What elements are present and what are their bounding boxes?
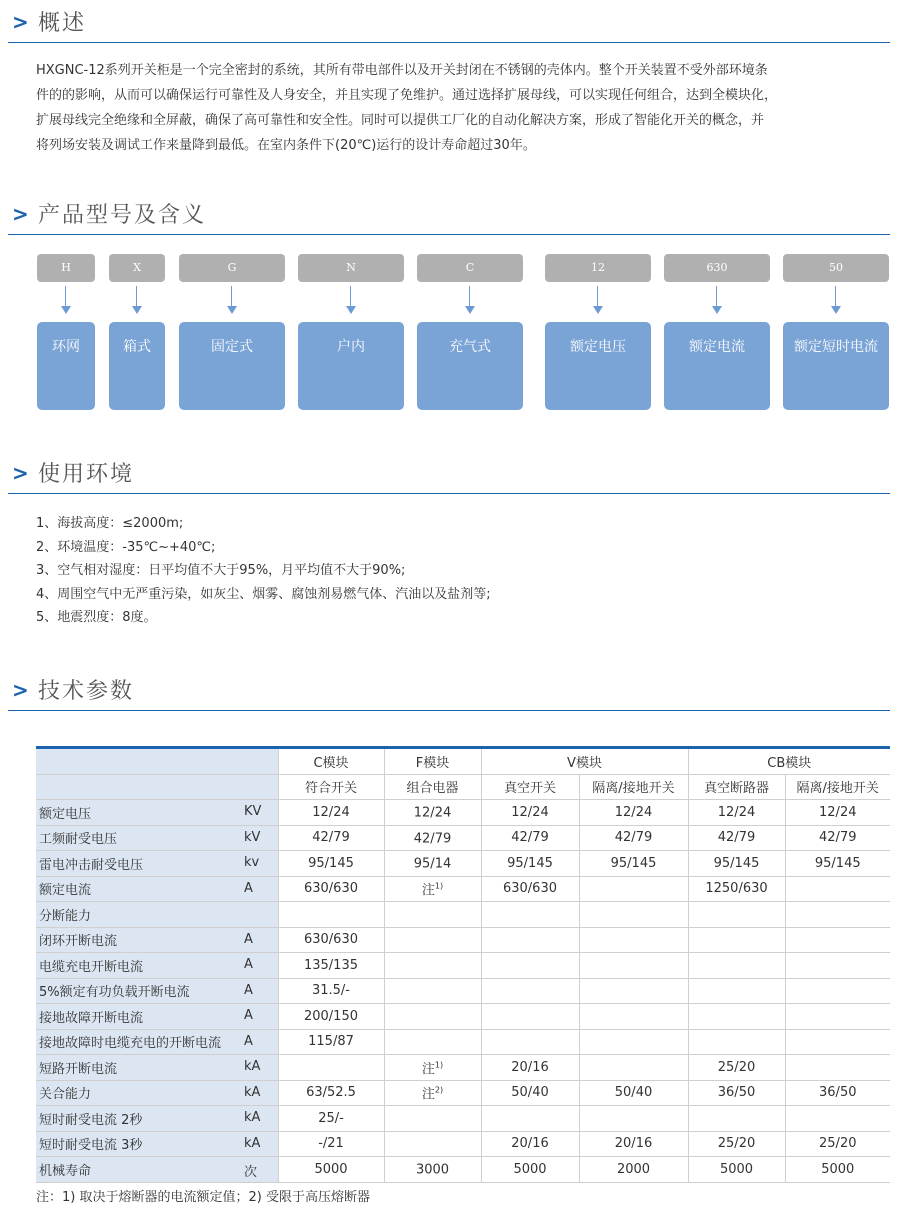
table-header-row bbox=[36, 748, 890, 775]
param-unit: A bbox=[244, 880, 253, 896]
value-cell bbox=[579, 1055, 688, 1081]
table-row bbox=[36, 953, 890, 979]
value-cell bbox=[481, 902, 579, 928]
cell-value: 95/145 bbox=[814, 855, 861, 871]
cell-value: 5000 bbox=[719, 1161, 754, 1177]
param-name: 工频耐受电压 bbox=[39, 832, 118, 848]
value-cell bbox=[688, 825, 785, 851]
value-cell bbox=[384, 876, 481, 902]
model-meaning-box: 箱式 bbox=[109, 322, 165, 410]
overview-paragraph bbox=[36, 58, 891, 158]
arrow-down-icon bbox=[465, 286, 475, 316]
cell-value: 2000 bbox=[616, 1161, 651, 1177]
value-cell bbox=[688, 978, 785, 1004]
cell-value: 12/24 bbox=[819, 804, 857, 820]
module-header: V模块 bbox=[481, 748, 688, 775]
overview-line: 将列场安装及调试工作来量降到最低。在室内条件下(20℃)运行的设计寿命超过30年。 bbox=[36, 138, 536, 153]
model-code: 50 bbox=[783, 254, 889, 282]
table-row bbox=[36, 1004, 890, 1030]
param-name: 额定电流 bbox=[39, 883, 92, 899]
value-cell bbox=[579, 1029, 688, 1055]
cell-value: 135/135 bbox=[303, 957, 358, 973]
value-cell bbox=[579, 978, 688, 1004]
value-cell bbox=[278, 876, 384, 902]
param-unit: kA bbox=[244, 1135, 261, 1151]
model-meaning-box: 环网 bbox=[37, 322, 95, 410]
module-header: F模块 bbox=[384, 748, 481, 775]
value-cell bbox=[579, 851, 688, 877]
value-cell bbox=[384, 978, 481, 1004]
table-subheader-row bbox=[36, 774, 890, 800]
value-cell bbox=[688, 1131, 785, 1157]
param-name-cell bbox=[36, 1004, 278, 1030]
section-title: 使用环境 bbox=[38, 462, 135, 487]
value-cell bbox=[481, 978, 579, 1004]
section-title: 概述 bbox=[38, 11, 87, 36]
sub-header: 符合开关 bbox=[278, 774, 384, 800]
footnote-mark: 2) bbox=[434, 1085, 444, 1095]
value-cell bbox=[785, 1029, 890, 1055]
sub-header: 组合电器 bbox=[384, 774, 481, 800]
table-row bbox=[36, 825, 890, 851]
value-cell bbox=[688, 953, 785, 979]
model-meaning-box: 固定式 bbox=[179, 322, 285, 410]
cell-value: 25/20 bbox=[717, 1136, 756, 1152]
section-title: 技术参数 bbox=[38, 679, 135, 704]
value-cell bbox=[481, 953, 579, 979]
param-name: 短时耐受电流 2秒 bbox=[39, 1112, 143, 1128]
value-cell bbox=[384, 825, 481, 851]
env-item: 2、环境温度：-35℃~+40℃; bbox=[36, 539, 216, 555]
arrow-down-icon bbox=[61, 286, 71, 316]
cell-value: 31.5/- bbox=[311, 983, 351, 999]
cell-value: 42/79 bbox=[312, 830, 350, 846]
param-unit: A bbox=[244, 1033, 253, 1049]
cell-value: 20/16 bbox=[511, 1059, 549, 1075]
param-name-cell bbox=[36, 1055, 278, 1081]
cell-value: 95/145 bbox=[308, 855, 354, 871]
value-cell bbox=[785, 851, 890, 877]
model-code: 630 bbox=[664, 254, 770, 282]
param-name: 5%额定有功负载开断电流 bbox=[39, 985, 190, 1001]
chevron-right-icon: > bbox=[12, 10, 29, 34]
cell-value: 95/14 bbox=[413, 856, 452, 872]
value-cell bbox=[785, 1131, 890, 1157]
chevron-right-icon: > bbox=[12, 461, 29, 485]
module-header: CB模块 bbox=[688, 748, 890, 775]
value-cell bbox=[785, 1055, 890, 1081]
corner-cell bbox=[36, 774, 278, 800]
param-name-cell bbox=[36, 1106, 278, 1132]
value-cell bbox=[481, 1080, 579, 1106]
value-cell bbox=[384, 800, 481, 826]
value-cell bbox=[785, 978, 890, 1004]
section-header-tech bbox=[8, 674, 890, 711]
param-name: 短时耐受电流 3秒 bbox=[39, 1138, 143, 1154]
spec-table bbox=[36, 746, 890, 1183]
param-name: 分断能力 bbox=[39, 908, 92, 924]
model-meaning-box: 充气式 bbox=[417, 322, 523, 410]
cell-value: 95/145 bbox=[507, 855, 553, 871]
param-unit: A bbox=[244, 1008, 253, 1023]
param-name-cell bbox=[36, 927, 278, 953]
value-cell bbox=[278, 1131, 384, 1157]
arrow-down-icon bbox=[346, 286, 356, 316]
value-cell bbox=[384, 953, 481, 979]
cell-value: -/21 bbox=[318, 1136, 344, 1152]
cell-value: 200/150 bbox=[303, 1008, 358, 1024]
sub-header: 隔离/接地开关 bbox=[785, 774, 890, 800]
cell-value: 12/24 bbox=[312, 804, 350, 820]
param-unit: kV bbox=[244, 829, 261, 845]
env-item: 4、周围空气中无严重污染，如灰尘、烟雾、腐蚀剂易燃气体、汽油以及盐剂等; bbox=[36, 586, 491, 602]
table-row bbox=[36, 902, 890, 928]
param-name: 接地故障开断电流 bbox=[39, 1010, 144, 1026]
value-cell bbox=[278, 978, 384, 1004]
value-cell bbox=[785, 1157, 890, 1183]
value-cell bbox=[481, 1029, 579, 1055]
value-cell bbox=[785, 1080, 890, 1106]
value-cell bbox=[688, 1004, 785, 1030]
value-cell bbox=[688, 876, 785, 902]
cell-value: 42/79 bbox=[717, 830, 756, 846]
model-meaning-box: 额定电压 bbox=[545, 322, 651, 410]
param-name-cell bbox=[36, 953, 278, 979]
cell-value: 20/16 bbox=[511, 1136, 549, 1152]
value-cell bbox=[278, 902, 384, 928]
param-name: 闭环开断电流 bbox=[39, 934, 118, 950]
model-code: H bbox=[37, 254, 95, 282]
arrow-down-icon bbox=[593, 286, 603, 316]
cell-value: 12/24 bbox=[511, 804, 549, 820]
value-cell bbox=[481, 927, 579, 953]
param-name-cell bbox=[36, 1029, 278, 1055]
value-cell bbox=[481, 800, 579, 826]
param-unit: 次 bbox=[244, 1165, 258, 1180]
cell-value: 42/79 bbox=[614, 830, 653, 846]
param-name: 雷电冲击耐受电压 bbox=[39, 857, 144, 873]
table-row bbox=[36, 1055, 890, 1081]
value-cell bbox=[579, 953, 688, 979]
cell-value: 20/16 bbox=[614, 1136, 653, 1152]
value-cell bbox=[579, 825, 688, 851]
model-meaning-box: 户内 bbox=[298, 322, 404, 410]
param-name-cell bbox=[36, 800, 278, 826]
param-unit: kv bbox=[244, 855, 260, 870]
value-cell bbox=[384, 1004, 481, 1030]
value-cell bbox=[278, 800, 384, 826]
table-row bbox=[36, 1029, 890, 1055]
model-code: 12 bbox=[545, 254, 651, 282]
value-cell bbox=[688, 1029, 785, 1055]
table-row bbox=[36, 876, 890, 902]
value-cell bbox=[785, 1106, 890, 1132]
value-cell bbox=[481, 1106, 579, 1132]
cell-value: 3000 bbox=[415, 1162, 450, 1178]
cell-value: 注 bbox=[421, 883, 435, 899]
value-cell bbox=[688, 1157, 785, 1183]
cell-value: 12/24 bbox=[614, 804, 653, 820]
value-cell bbox=[688, 800, 785, 826]
param-unit: kA bbox=[244, 1059, 261, 1074]
cell-value: 50/40 bbox=[614, 1085, 653, 1101]
cell-value: 42/79 bbox=[511, 830, 549, 846]
chevron-right-icon: > bbox=[12, 678, 29, 702]
param-name: 机械寿命 bbox=[39, 1163, 92, 1179]
param-name-cell bbox=[36, 851, 278, 877]
value-cell bbox=[278, 825, 384, 851]
param-unit: kA bbox=[244, 1110, 261, 1125]
sub-header: 隔离/接地开关 bbox=[579, 774, 688, 800]
corner-cell bbox=[36, 748, 278, 775]
value-cell bbox=[688, 1106, 785, 1132]
value-cell bbox=[384, 902, 481, 928]
value-cell bbox=[278, 1157, 384, 1183]
cell-value: 42/79 bbox=[413, 830, 452, 846]
value-cell bbox=[688, 851, 785, 877]
overview-line: 扩展母线完全绝缘和全屏蔽，确保了高可靠性和安全性。同时可以提供工厂化的自动化解决方案，形成了智能化开关的概念，并 bbox=[36, 113, 765, 128]
cell-value: 42/79 bbox=[819, 830, 857, 846]
env-item: 5、地震烈度：8度。 bbox=[36, 610, 157, 625]
model-code: C bbox=[417, 254, 523, 282]
value-cell bbox=[688, 902, 785, 928]
arrow-down-icon bbox=[227, 286, 237, 316]
param-name-cell bbox=[36, 1080, 278, 1106]
env-item: 1、海拔高度：≤2000m; bbox=[36, 516, 184, 531]
env-item: 3、空气相对湿度：日平均值不大于95%，月平均值不大于90%; bbox=[36, 563, 406, 578]
footnote-mark: 1) bbox=[434, 881, 444, 891]
cell-value: 注 bbox=[421, 1061, 435, 1077]
overview-line: 件的的影响，从而可以确保运行可靠性及人身安全，并且实现了免维护。通过选择扩展母线，可以实现任何组合，达到全模块化， bbox=[36, 88, 778, 103]
cell-value: 630/630 bbox=[303, 932, 358, 948]
value-cell bbox=[278, 1004, 384, 1030]
cell-value: 12/24 bbox=[717, 804, 756, 820]
cell-value: 95/145 bbox=[610, 855, 657, 871]
param-name: 接地故障时电缆充电的开断电流 bbox=[39, 1036, 222, 1052]
arrow-down-icon bbox=[712, 286, 722, 316]
param-name-cell bbox=[36, 1157, 278, 1183]
table-row bbox=[36, 1131, 890, 1157]
cell-value: 36/50 bbox=[717, 1085, 756, 1101]
table-row bbox=[36, 978, 890, 1004]
param-unit: KV bbox=[244, 804, 262, 819]
env-list bbox=[36, 512, 491, 630]
cell-value: 25/- bbox=[318, 1110, 344, 1126]
section-title: 产品型号及含义 bbox=[38, 203, 207, 228]
param-name: 电缆充电开断电流 bbox=[39, 959, 144, 975]
value-cell bbox=[785, 902, 890, 928]
value-cell bbox=[579, 800, 688, 826]
param-unit: A bbox=[244, 931, 253, 947]
value-cell bbox=[278, 953, 384, 979]
module-header: C模块 bbox=[278, 748, 384, 775]
table-row bbox=[36, 1080, 890, 1106]
value-cell bbox=[481, 1004, 579, 1030]
value-cell bbox=[785, 876, 890, 902]
table-row bbox=[36, 1106, 890, 1132]
sub-header: 真空开关 bbox=[481, 774, 579, 800]
overview-line: HXGNC-12系列开关柜是一个完全密封的系统，其所有带电部件以及开关封闭在不锈钢的壳体内。整个开关装置不受外部环境条 bbox=[36, 63, 768, 78]
value-cell bbox=[384, 1157, 481, 1183]
value-cell bbox=[579, 1106, 688, 1132]
cell-value: 36/50 bbox=[819, 1085, 857, 1101]
table-row bbox=[36, 851, 890, 877]
param-name-cell bbox=[36, 902, 278, 928]
value-cell bbox=[785, 825, 890, 851]
value-cell bbox=[579, 1157, 688, 1183]
model-code: G bbox=[179, 254, 285, 282]
table-footnote: 注：1) 取决于熔断器的电流额定值；2) 受限于高压熔断器 bbox=[36, 1190, 370, 1205]
value-cell bbox=[278, 1106, 384, 1132]
cell-value: 115/87 bbox=[308, 1034, 354, 1050]
value-cell bbox=[579, 902, 688, 928]
cell-value: 25/20 bbox=[717, 1059, 756, 1075]
param-name: 短路开断电流 bbox=[39, 1061, 118, 1077]
table-row bbox=[36, 927, 890, 953]
value-cell bbox=[688, 1055, 785, 1081]
value-cell bbox=[278, 927, 384, 953]
cell-value: 63/52.5 bbox=[306, 1085, 356, 1101]
sub-header: 真空断路器 bbox=[688, 774, 785, 800]
value-cell bbox=[785, 953, 890, 979]
table-row bbox=[36, 1157, 890, 1183]
cell-value: 12/24 bbox=[413, 805, 452, 821]
value-cell bbox=[579, 1131, 688, 1157]
cell-value: 50/40 bbox=[511, 1085, 549, 1101]
value-cell bbox=[688, 1080, 785, 1106]
cell-value: 注 bbox=[421, 1087, 435, 1103]
cell-value: 25/20 bbox=[819, 1136, 857, 1152]
value-cell bbox=[579, 876, 688, 902]
value-cell bbox=[384, 1106, 481, 1132]
table-row bbox=[36, 800, 890, 826]
value-cell bbox=[384, 1080, 481, 1106]
param-name-cell bbox=[36, 978, 278, 1004]
value-cell bbox=[481, 1055, 579, 1081]
cell-value: 5000 bbox=[513, 1161, 547, 1177]
value-cell bbox=[579, 1080, 688, 1106]
chevron-right-icon: > bbox=[12, 202, 29, 226]
value-cell bbox=[481, 851, 579, 877]
param-name-cell bbox=[36, 876, 278, 902]
value-cell bbox=[785, 927, 890, 953]
value-cell bbox=[278, 1080, 384, 1106]
value-cell bbox=[688, 927, 785, 953]
model-meaning-box: 额定短时电流 bbox=[783, 322, 889, 410]
param-name-cell bbox=[36, 1131, 278, 1157]
cell-value: 1250/630 bbox=[705, 881, 768, 897]
arrow-down-icon bbox=[831, 286, 841, 316]
arrow-down-icon bbox=[132, 286, 142, 316]
model-meaning-box: 额定电流 bbox=[664, 322, 770, 410]
value-cell bbox=[579, 927, 688, 953]
model-code: N bbox=[298, 254, 404, 282]
value-cell bbox=[384, 851, 481, 877]
value-cell bbox=[384, 1131, 481, 1157]
value-cell bbox=[481, 825, 579, 851]
section-header-env bbox=[8, 457, 890, 494]
cell-value: 630/630 bbox=[303, 881, 358, 897]
value-cell bbox=[384, 1029, 481, 1055]
section-header-model bbox=[8, 198, 890, 235]
model-code: X bbox=[109, 254, 165, 282]
param-unit: kA bbox=[244, 1084, 261, 1100]
value-cell bbox=[785, 1004, 890, 1030]
cell-value: 630/630 bbox=[502, 881, 557, 897]
footnote-mark: 1) bbox=[434, 1060, 444, 1070]
param-name: 关合能力 bbox=[39, 1087, 92, 1103]
cell-value: 95/145 bbox=[713, 855, 760, 871]
cell-value: 5000 bbox=[314, 1161, 348, 1177]
cell-value: 5000 bbox=[821, 1161, 855, 1177]
value-cell bbox=[384, 1055, 481, 1081]
param-unit: A bbox=[244, 957, 253, 972]
section-header-overview bbox=[8, 6, 890, 43]
value-cell bbox=[481, 876, 579, 902]
param-name: 额定电压 bbox=[39, 806, 92, 822]
value-cell bbox=[278, 851, 384, 877]
param-unit: A bbox=[244, 982, 253, 998]
value-cell bbox=[481, 1131, 579, 1157]
value-cell bbox=[481, 1157, 579, 1183]
param-name-cell bbox=[36, 825, 278, 851]
value-cell bbox=[278, 1055, 384, 1081]
value-cell bbox=[278, 1029, 384, 1055]
value-cell bbox=[785, 800, 890, 826]
value-cell bbox=[579, 1004, 688, 1030]
value-cell bbox=[384, 927, 481, 953]
